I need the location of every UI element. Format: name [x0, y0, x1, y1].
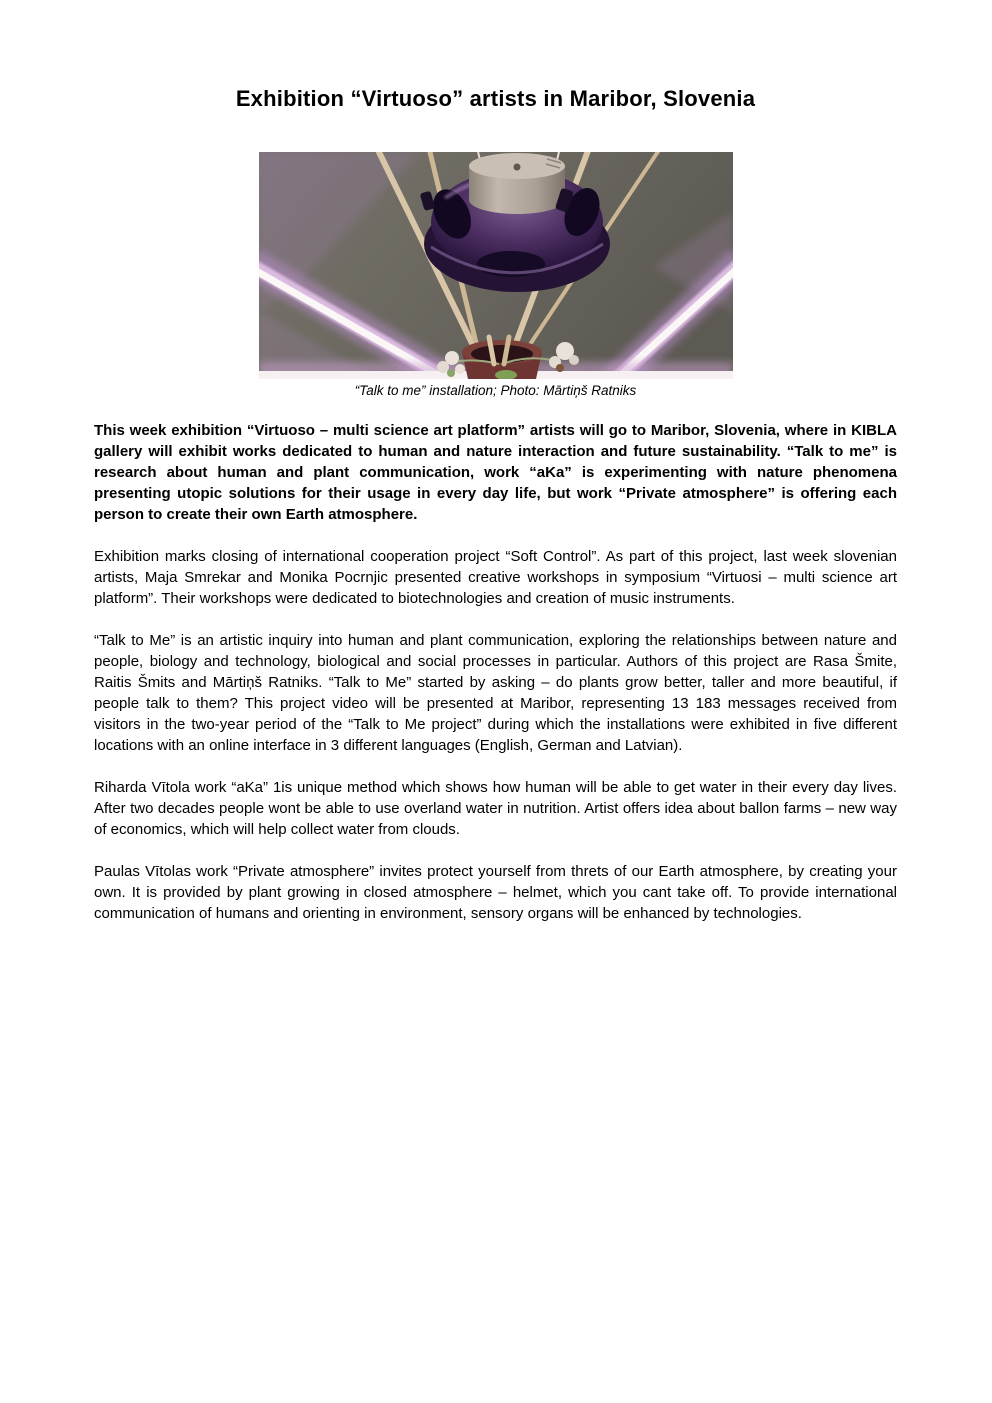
- page-title: Exhibition “Virtuoso” artists in Maribor, Slovenia: [235, 86, 756, 111]
- paragraph: Riharda Vītola work “aKa” 1is unique method which shows how human will be able to get water in their every day lives. After two decades people wont be able to use overland water in nutrition. Artist offers idea about ballon farms – new way of economics, which will help collect water from clouds.: [94, 779, 897, 838]
- paragraph: Exhibition marks closing of international cooperation project “Soft Control”. As part of this project, last week slovenian artists, Maja Smrekar and Monika Pocrnjic presented creative workshops in symposium “Virtuosi – multi science art platform”. Their workshops were dedicated to biotechnologies and creation of music instruments.: [94, 548, 897, 607]
- paragraph: “Talk to Me” is an artistic inquiry into human and plant communication, exploring the relationships between nature and people, biology and technology, biological and social processes in particular. Authors of this project are Rasa Šmite, Raitis Šmits and Mārtiņš Ratniks. “Talk to Me” started by asking – do plants grow better, taller and more beautiful, if people talk to them? This project video will be presented at Maribor, representing 13 183 messages received from visitors in the two-year period of the “Talk to Me project” during which the installations were exhibited in five different locations with an online interface in 3 different languages (English, German and Latvian).: [94, 632, 897, 754]
- paragraph: This week exhibition “Virtuoso – multi science art platform” artists will go to Maribor, Slovenia, where in KIBLA gallery will exhibit works dedicated to human and nature interaction and future sustainability. “Talk to me” is research about human and plant communication, work “aKa” is experimenting with nature phenomena presenting utopic solutions for their usage in every day life, but work “Private atmosphere” is offering each person to create their own Earth atmosphere.: [94, 422, 897, 523]
- article-body: [94, 420, 897, 924]
- installation-photo: [259, 152, 733, 379]
- paragraph: Paulas Vītolas work “Private atmosphere” invites protect yourself from threts of our Earth atmosphere, by creating your own. It is provided by plant growing in closed atmosphere – helmet, which you cant take off. To provide international communication of humans and orienting in environment, sensory organs will be enhanced by technologies.: [94, 863, 897, 922]
- photo-caption: “Talk to me” installation; Photo: Mārtiņš Ratniks: [354, 383, 637, 398]
- article-figure: [259, 152, 733, 399]
